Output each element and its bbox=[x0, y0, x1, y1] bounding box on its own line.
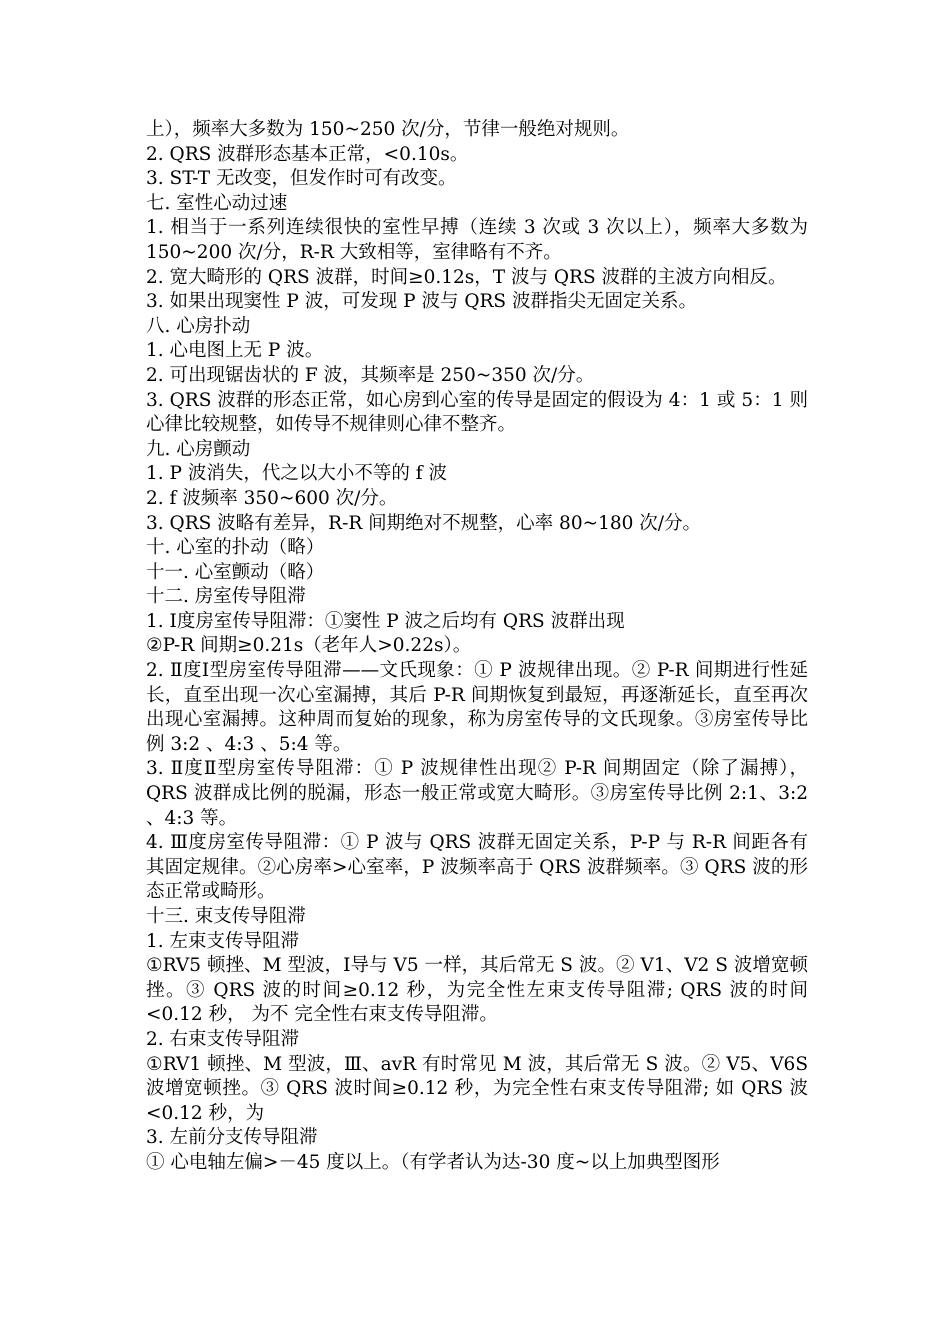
paragraph-11: 3. QRS 波群的形态正常，如心房到心室的传导是固定的假设为 4：1 或 5：1 则心律比较规整，如传导不规律则心律不整齐。 bbox=[146, 389, 808, 436]
paragraph-15: 3. QRS 波略有差异，R-R 间期绝对不规整，心率 80~180 次/分。 bbox=[146, 512, 702, 534]
paragraph-13: 1. P 波消失，代之以大小不等的 f 波 bbox=[146, 463, 447, 485]
subsection-heading-left-anterior: 3. 左前分支传导阻滞 bbox=[146, 1127, 318, 1149]
paragraph-02: 2. QRS 波群形态基本正常，<0.10s。 bbox=[146, 143, 469, 165]
paragraph-21: 2. Ⅱ度Ⅰ型房室传导阻滞——文氏现象：① P 波规律出现。② P-R 间期进行性延长，直至出现一次心室漏搏，其后 P-R 间期恢复到最短，再逐渐延长，直至再次出现心室漏搏。这种周而复始的现象，称为房室传导的文氏现象。③房室传导比例 3:2 、4:3 、5:4 等。 bbox=[146, 660, 808, 755]
section-heading-11: 十一. 心室颤动（略） bbox=[146, 561, 325, 583]
paragraph-01: 上），频率大多数为 150~250 次/分，节律一般绝对规则。 bbox=[146, 119, 630, 140]
section-heading-9: 九. 心房颤动 bbox=[146, 438, 251, 460]
paragraph-20: ②P-R 间期≥0.21s（老年人>0.22s）。 bbox=[146, 635, 472, 657]
paragraph-23: 4. Ⅲ度房室传导阻滞：① P 波与 QRS 波群无固定关系，P-P 与 R-R 间距各有其固定规律。②心房率>心室率，P 波频率高于 QRS 波群频率。③ QRS 波的形态正常或畸形。 bbox=[146, 832, 808, 903]
paragraph-14: 2. f 波频率 350~600 次/分。 bbox=[146, 487, 398, 509]
section-heading-8: 八. 心房扑动 bbox=[146, 315, 251, 337]
paragraph-28: ①RV1 顿挫、M 型波，Ⅲ、avR 有时常见 M 波，其后常无 S 波。② V5、V6S 波增宽顿挫。③ QRS 波时间≥0.12 秒，为完全性右束支传导阻滞; 如 QRS 波<0.12 秒，为 bbox=[146, 1053, 808, 1124]
section-heading-10: 十. 心室的扑动（略） bbox=[146, 537, 325, 559]
section-heading-13: 十三. 束支传导阻滞 bbox=[146, 906, 306, 927]
section-heading-7: 七. 室性心动过速 bbox=[146, 192, 288, 214]
subsection-heading-right-bundle: 2. 右束支传导阻滞 bbox=[146, 1028, 300, 1050]
paragraph-07: 3. 如果出现窦性 P 波，可发现 P 波与 QRS 波群指尖无固定关系。 bbox=[146, 291, 697, 313]
paragraph-19: 1. Ⅰ度房室传导阻滞：①窦性 P 波之后均有 QRS 波群出现 bbox=[146, 610, 625, 632]
subsection-heading-left-bundle: 1. 左束支传导阻滞 bbox=[146, 930, 300, 952]
paragraph-22: 3. Ⅱ度Ⅱ型房室传导阻滞：① P 波规律性出现② P-R 间期固定（除了漏搏），QRS 波群成比例的脱漏，形态一般正常或宽大畸形。③房室传导比例 2:1、3:2 、4:3 等。 bbox=[146, 758, 808, 829]
paragraph-30: ① 心电轴左偏>－45 度以上。（有学者认为达-30 度~以上加典型图形 bbox=[146, 1151, 720, 1173]
paragraph-03: 3. ST-T 无改变，但发作时可有改变。 bbox=[146, 168, 457, 190]
section-heading-12: 十二. 房室传导阻滞 bbox=[146, 586, 306, 608]
paragraph-05: 1. 相当于一系列连续很快的室性早搏（连续 3 次或 3 次以上），频率大多数为 150~200 次/分，R-R 大致相等，室律略有不齐。 bbox=[146, 217, 808, 263]
paragraph-09: 1. 心电图上无 P 波。 bbox=[146, 340, 324, 362]
paragraph-06: 2. 宽大畸形的 QRS 波群，时间≥0.12s，T 波与 QRS 波群的主波方向相反。 bbox=[146, 266, 787, 288]
paragraph-10: 2. 可出现锯齿状的 F 波，其频率是 250~350 次/分。 bbox=[146, 364, 595, 386]
paragraph-26: ①RV5 顿挫、M 型波，Ⅰ导与 V5 一样，其后常无 S 波。② V1、V2 S 波增宽顿挫。③ QRS 波的时间≥0.12 秒，为完全性左束支传导阻滞; QRS 波的时间<0.12 秒， 为不 完全性右束支传导阻滞。 bbox=[146, 955, 808, 1026]
document-page bbox=[146, 118, 808, 1176]
